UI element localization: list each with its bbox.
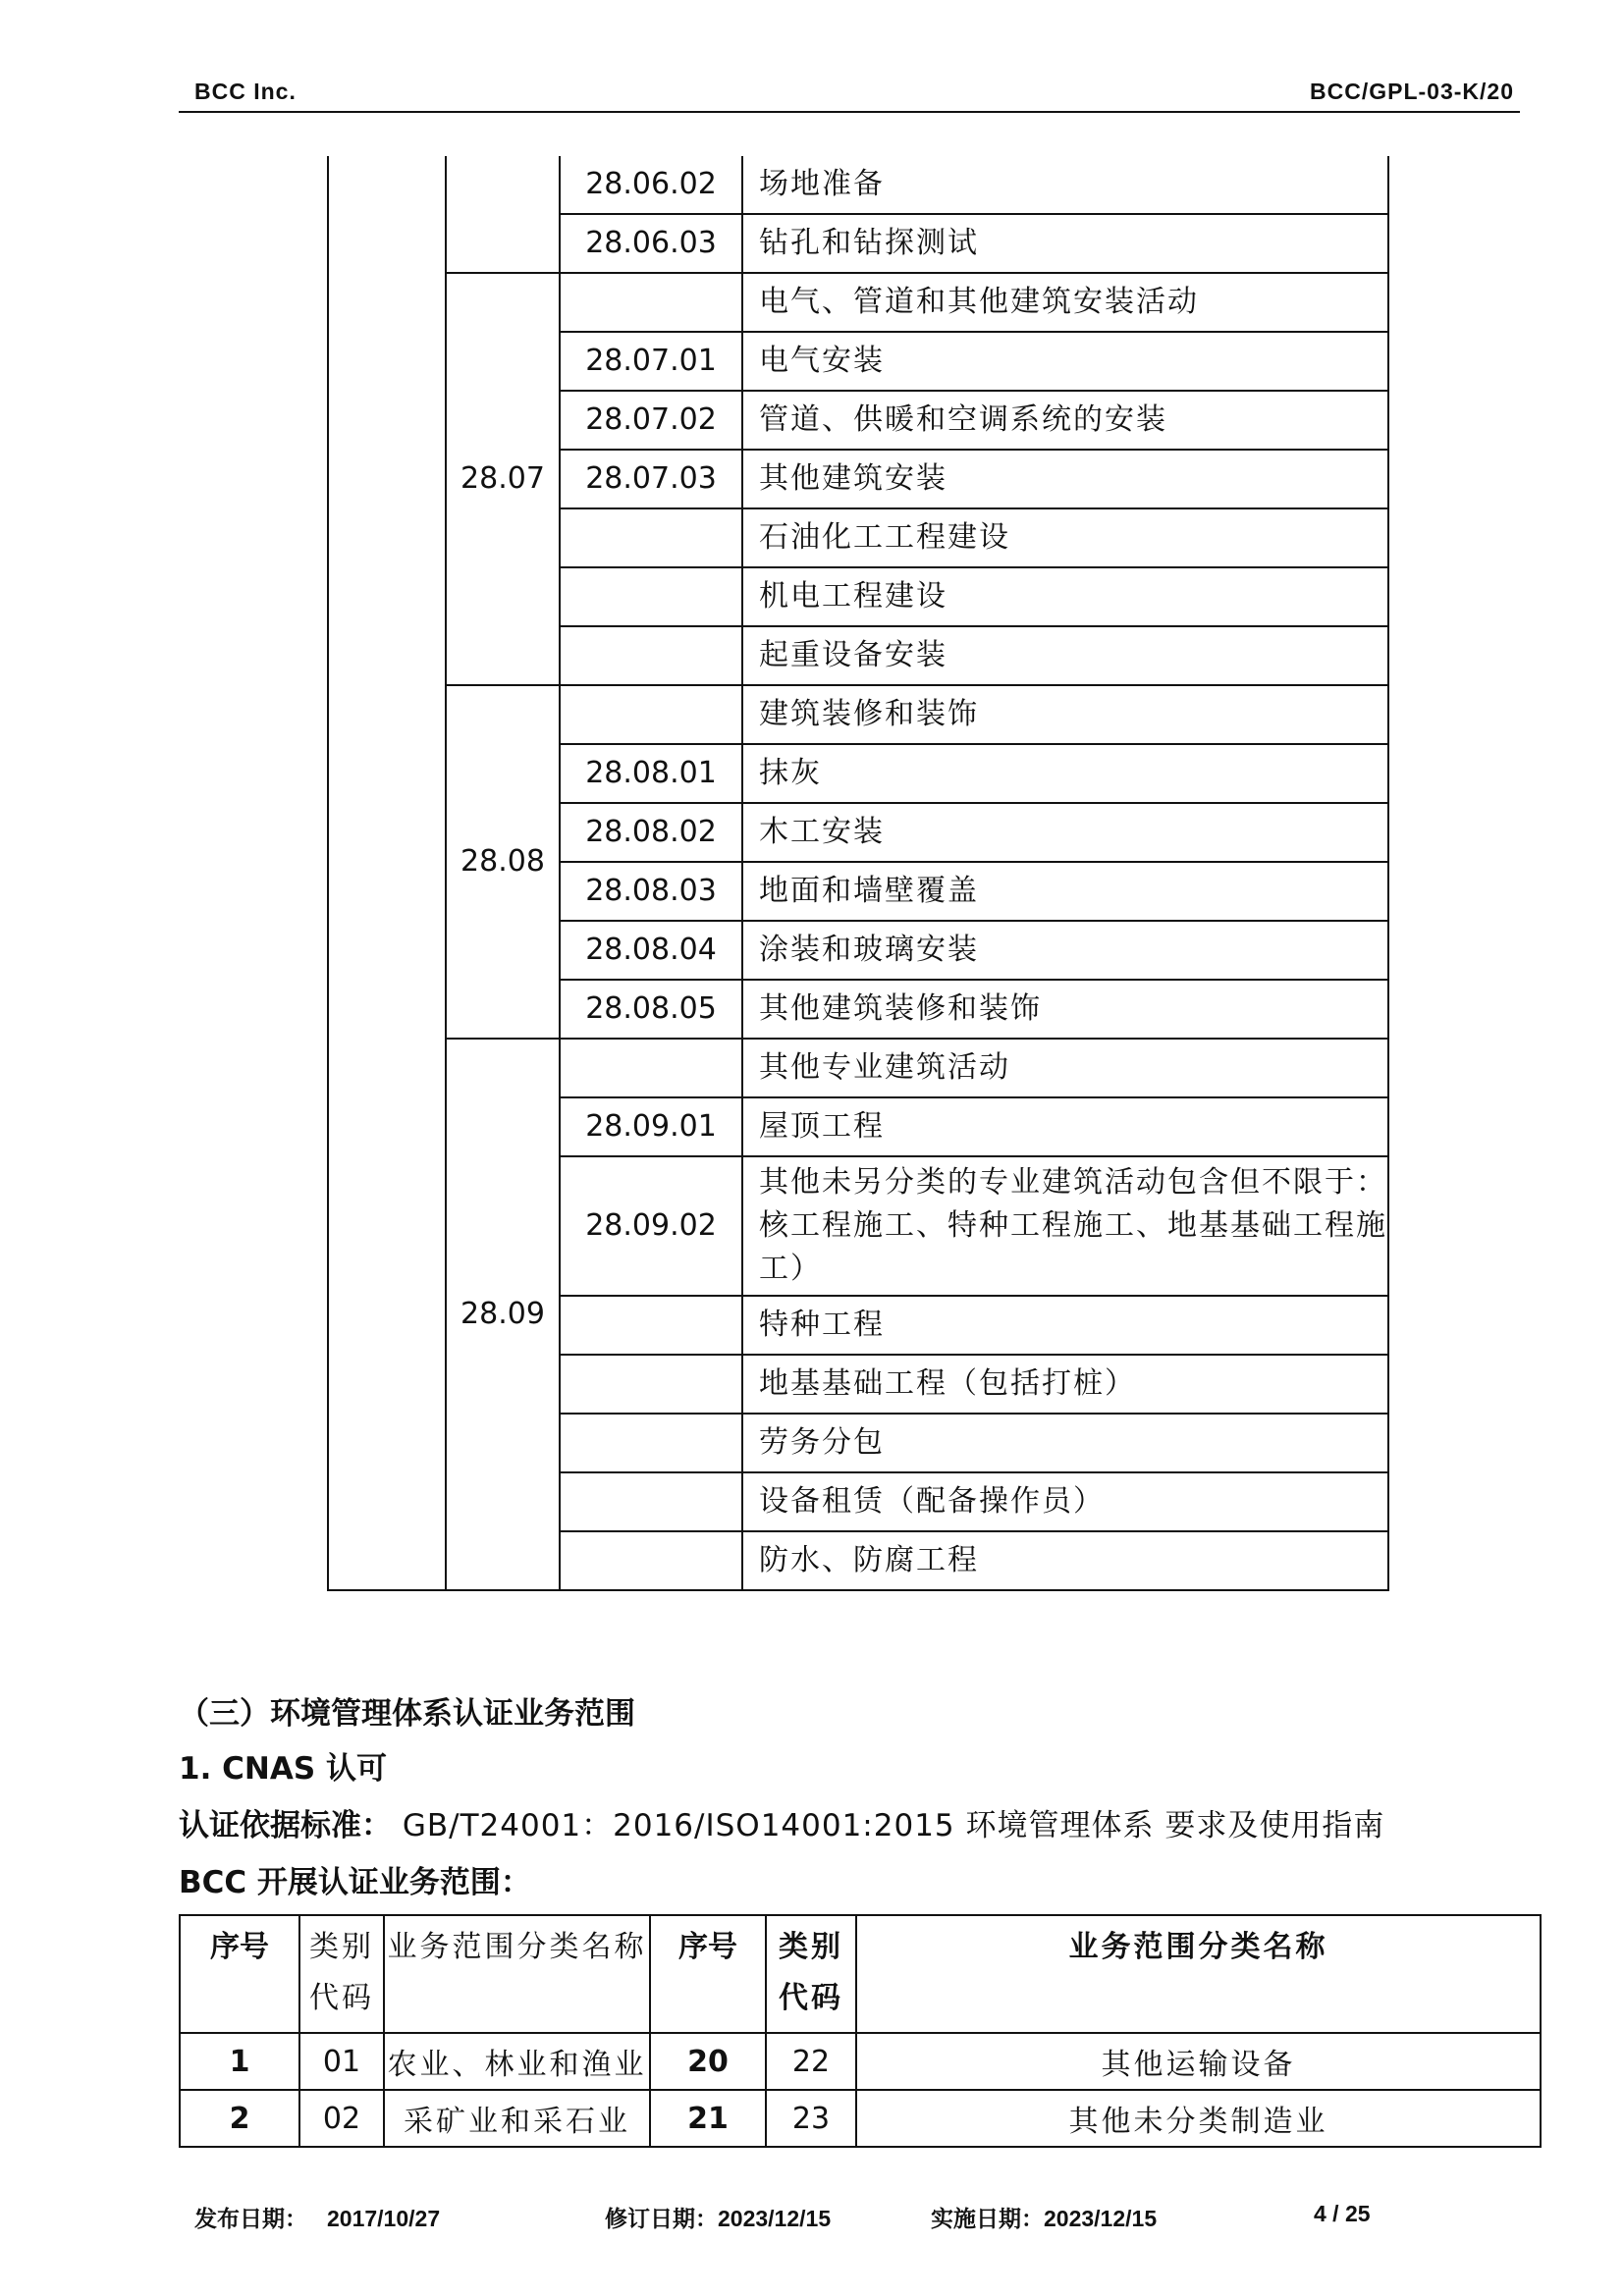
- company-name: BCC Inc.: [194, 79, 297, 104]
- name-cell: 其他运输设备: [856, 2033, 1541, 2090]
- sub-code-cell: [560, 1472, 742, 1531]
- code-cell: 22: [766, 2033, 856, 2090]
- sub-code-cell: 28.08.05: [560, 980, 742, 1039]
- seq-cell: 1: [180, 2033, 299, 2090]
- sub-code-cell: 28.09.01: [560, 1097, 742, 1156]
- class-code-cell: 28.09: [446, 1039, 560, 1590]
- seq-cell: 2: [180, 2090, 299, 2147]
- section-title: （三）环境管理体系认证业务范围: [179, 1696, 635, 1732]
- industry-code-table: [327, 156, 1389, 1591]
- blank-column: [328, 156, 446, 1590]
- seq-cell: 20: [650, 2033, 766, 2090]
- page-number: 4 / 25: [1314, 2201, 1371, 2226]
- description-cell: 防水、防腐工程: [742, 1531, 1388, 1590]
- scope-table-header: [180, 1915, 1541, 2033]
- description-cell: 建筑装修和装饰: [742, 685, 1388, 744]
- class-code-cell: [446, 156, 560, 273]
- header-seq-2: 序号: [650, 1915, 766, 2033]
- code-cell: 02: [299, 2090, 384, 2147]
- effective-date: 实施日期：2023/12/15: [931, 2206, 1158, 2232]
- basis-standard: GB/T24001：2016/ISO14001:2015 环境管理体系 要求及使用指南: [392, 1808, 1385, 1843]
- header-seq: 序号: [180, 1915, 299, 2033]
- sub-code-cell: 28.06.02: [560, 156, 742, 214]
- scope-title: BCC 开展认证业务范围：: [179, 1865, 531, 1900]
- description-cell: 抹灰: [742, 744, 1388, 803]
- description-cell: 木工安装: [742, 803, 1388, 862]
- sub-code-cell: [560, 1531, 742, 1590]
- description-cell: 其他未另分类的专业建筑活动包含但不限于：核工程施工、特种工程施工、地基基础工程施工）: [742, 1156, 1388, 1296]
- sub-code-cell: 28.08.03: [560, 862, 742, 921]
- sub-code-cell: 28.08.02: [560, 803, 742, 862]
- sub-code-cell: [560, 273, 742, 332]
- sub-code-cell: [560, 1296, 742, 1355]
- header-name-2: 业务范围分类名称: [856, 1915, 1541, 2033]
- revision-date: 修订日期：2023/12/15: [605, 2206, 832, 2232]
- seq-cell: 21: [650, 2090, 766, 2147]
- header-code: 类别 代码: [299, 1915, 384, 2033]
- table-row: [328, 685, 1388, 744]
- description-cell: 屋顶工程: [742, 1097, 1388, 1156]
- description-cell: 电气安装: [742, 332, 1388, 391]
- sub-code-cell: [560, 685, 742, 744]
- table-row: [180, 2033, 1541, 2090]
- name-cell: 其他未分类制造业: [856, 2090, 1541, 2147]
- description-cell: 机电工程建设: [742, 567, 1388, 626]
- description-cell: 场地准备: [742, 156, 1388, 214]
- sub-code-cell: [560, 567, 742, 626]
- cnas-subtitle: 1. CNAS 认可: [179, 1751, 387, 1787]
- description-cell: 管道、供暖和空调系统的安装: [742, 391, 1388, 450]
- description-cell: 涂装和玻璃安装: [742, 921, 1388, 980]
- class-code-cell: 28.08: [446, 685, 560, 1039]
- sub-code-cell: [560, 1039, 742, 1097]
- description-cell: 特种工程: [742, 1296, 1388, 1355]
- code-cell: 01: [299, 2033, 384, 2090]
- description-cell: 钻孔和钻探测试: [742, 214, 1388, 273]
- sub-code-cell: 28.08.01: [560, 744, 742, 803]
- sub-code-cell: [560, 1355, 742, 1414]
- sub-code-cell: 28.09.02: [560, 1156, 742, 1296]
- name-cell: 农业、林业和渔业: [384, 2033, 650, 2090]
- certification-basis: [179, 1800, 1384, 1844]
- description-cell: 地面和墙壁覆盖: [742, 862, 1388, 921]
- description-cell: 劳务分包: [742, 1414, 1388, 1472]
- document-code: BCC/GPL-03-K/20: [1310, 79, 1514, 104]
- basis-label: 认证依据标准：: [179, 1808, 392, 1843]
- description-cell: 其他建筑装修和装饰: [742, 980, 1388, 1039]
- header-code-2: 类别 代码: [766, 1915, 856, 2033]
- description-cell: 地基基础工程（包括打桩）: [742, 1355, 1388, 1414]
- table-row: [328, 1039, 1388, 1097]
- class-code-cell: 28.07: [446, 273, 560, 685]
- header-name: 业务范围分类名称: [384, 1915, 650, 2033]
- sub-code-cell: 28.07.01: [560, 332, 742, 391]
- sub-code-cell: 28.07.03: [560, 450, 742, 508]
- description-cell: 设备租赁（配备操作员）: [742, 1472, 1388, 1531]
- table-row: [180, 2090, 1541, 2147]
- header-divider: [179, 111, 1520, 113]
- table-row: [328, 273, 1388, 332]
- description-cell: 起重设备安装: [742, 626, 1388, 685]
- description-cell: 其他建筑安装: [742, 450, 1388, 508]
- description-cell: 其他专业建筑活动: [742, 1039, 1388, 1097]
- sub-code-cell: [560, 508, 742, 567]
- name-cell: 采矿业和采石业: [384, 2090, 650, 2147]
- sub-code-cell: [560, 1414, 742, 1472]
- table-row: [328, 156, 1388, 214]
- sub-code-cell: [560, 626, 742, 685]
- description-cell: 电气、管道和其他建筑安装活动: [742, 273, 1388, 332]
- sub-code-cell: 28.08.04: [560, 921, 742, 980]
- scope-table: [179, 1914, 1542, 2148]
- description-cell: 石油化工工程建设: [742, 508, 1388, 567]
- sub-code-cell: 28.06.03: [560, 214, 742, 273]
- code-cell: 23: [766, 2090, 856, 2147]
- sub-code-cell: 28.07.02: [560, 391, 742, 450]
- issue-date: 发布日期： 2017/10/27: [194, 2206, 441, 2232]
